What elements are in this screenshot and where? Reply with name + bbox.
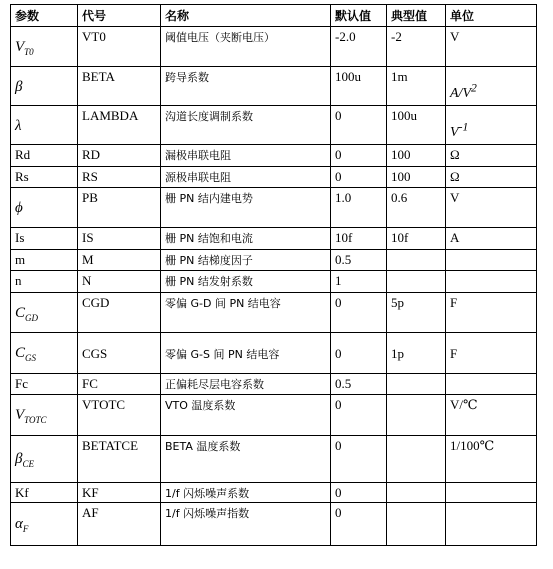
table-row [11, 167, 537, 188]
code-cell: VT0 [78, 27, 161, 67]
table-row [11, 188, 537, 228]
param-cell: Kf [11, 483, 78, 503]
unit-cell: V [446, 27, 537, 67]
default-cell: 0 [331, 106, 387, 145]
name-cell: 1/f 闪烁噪声指数 [161, 503, 331, 546]
unit-cell [446, 250, 537, 271]
table-row [11, 483, 537, 503]
name-cell: 正偏耗尽层电容系数 [161, 374, 331, 395]
header-default: 默认值 [331, 5, 387, 27]
table-row [11, 436, 537, 483]
default-cell: 1 [331, 271, 387, 293]
code-cell: BETATCE [78, 436, 161, 483]
default-cell: 0 [331, 293, 387, 333]
header-unit: 单位 [446, 5, 537, 27]
name-cell: 栅 PN 结饱和电流 [161, 228, 331, 250]
code-cell: CGD [78, 293, 161, 333]
default-cell: 10f [331, 228, 387, 250]
name-cell: 源极串联电阻 [161, 167, 331, 188]
default-cell: 0.5 [331, 250, 387, 271]
table-row [11, 228, 537, 250]
param-cell: Is [11, 228, 78, 250]
typical-cell [387, 395, 446, 436]
param-cell: Rd [11, 145, 78, 167]
code-cell: N [78, 271, 161, 293]
default-cell: 0 [331, 436, 387, 483]
unit-cell [446, 483, 537, 503]
param-cell: m [11, 250, 78, 271]
default-cell: 0 [331, 395, 387, 436]
typical-cell [387, 271, 446, 293]
code-cell: LAMBDA [78, 106, 161, 145]
default-cell: -2.0 [331, 27, 387, 67]
code-cell: CGS [78, 333, 161, 374]
name-cell: 栅 PN 结内建电势 [161, 188, 331, 228]
typical-cell: 100 [387, 145, 446, 167]
typical-cell [387, 503, 446, 546]
table-row [11, 271, 537, 293]
header-row [11, 5, 537, 27]
typical-cell: -2 [387, 27, 446, 67]
default-cell: 0 [331, 167, 387, 188]
unit-cell: F [446, 333, 537, 374]
name-cell: 沟道长度调制系数 [161, 106, 331, 145]
name-cell: 跨导系数 [161, 67, 331, 106]
code-cell: IS [78, 228, 161, 250]
code-cell: FC [78, 374, 161, 395]
typical-cell: 100 [387, 167, 446, 188]
param-cell: ϕ [11, 188, 78, 228]
header-param: 参数 [11, 5, 78, 27]
default-cell: 0 [331, 333, 387, 374]
param-cell: $V_{TOTC}$ [11, 395, 78, 436]
typical-cell: 0.6 [387, 188, 446, 228]
typical-cell [387, 483, 446, 503]
param-cell: λ [11, 106, 78, 145]
header-typical: 典型值 [387, 5, 446, 27]
typical-cell [387, 436, 446, 483]
unit-cell: 1/100℃ [446, 436, 537, 483]
name-cell: 零偏 G-S 间 PN 结电容 [161, 333, 331, 374]
code-cell: VTOTC [78, 395, 161, 436]
code-cell: PB [78, 188, 161, 228]
default-cell: 0 [331, 483, 387, 503]
typical-cell: 1p [387, 333, 446, 374]
default-cell: 0 [331, 503, 387, 546]
table-row [11, 374, 537, 395]
table-row [11, 503, 537, 546]
unit-cell [446, 503, 537, 546]
typical-cell [387, 374, 446, 395]
code-cell: RD [78, 145, 161, 167]
code-cell: KF [78, 483, 161, 503]
name-cell: 1/f 闪烁噪声系数 [161, 483, 331, 503]
typical-cell: 1m [387, 67, 446, 106]
param-cell: Fc [11, 374, 78, 395]
name-cell: BETA 温度系数 [161, 436, 331, 483]
name-cell: 漏极串联电阻 [161, 145, 331, 167]
code-cell: M [78, 250, 161, 271]
table-row [11, 333, 537, 374]
header-name: 名称 [161, 5, 331, 27]
table-row [11, 106, 537, 145]
param-cell: $V_{T0}$ [11, 27, 78, 67]
unit-cell: $V^{-1}$ [446, 106, 537, 145]
parameter-table [10, 4, 537, 546]
typical-cell: 5p [387, 293, 446, 333]
unit-cell: $A/V^2$ [446, 67, 537, 106]
typical-cell [387, 250, 446, 271]
name-cell: 栅 PN 结发射系数 [161, 271, 331, 293]
unit-cell: F [446, 293, 537, 333]
table-row [11, 145, 537, 167]
unit-cell: V [446, 188, 537, 228]
table-row [11, 250, 537, 271]
table-row [11, 395, 537, 436]
unit-cell: A [446, 228, 537, 250]
typical-cell: 100u [387, 106, 446, 145]
unit-cell [446, 374, 537, 395]
name-cell: 零偏 G-D 间 PN 结电容 [161, 293, 331, 333]
name-cell: 栅 PN 结梯度因子 [161, 250, 331, 271]
param-cell: $\alpha_F$ [11, 503, 78, 546]
param-cell: n [11, 271, 78, 293]
param-cell: $C_{GD}$ [11, 293, 78, 333]
unit-cell: Ω [446, 145, 537, 167]
unit-cell [446, 271, 537, 293]
param-cell: $\beta_{CE}$ [11, 436, 78, 483]
code-cell: AF [78, 503, 161, 546]
table-row [11, 27, 537, 67]
default-cell: 1.0 [331, 188, 387, 228]
typical-cell: 10f [387, 228, 446, 250]
code-cell: BETA [78, 67, 161, 106]
unit-cell: Ω [446, 167, 537, 188]
param-cell: β [11, 67, 78, 106]
table-row [11, 293, 537, 333]
default-cell: 100u [331, 67, 387, 106]
param-cell: $C_{GS}$ [11, 333, 78, 374]
code-cell: RS [78, 167, 161, 188]
header-code: 代号 [78, 5, 161, 27]
default-cell: 0 [331, 145, 387, 167]
param-cell: Rs [11, 167, 78, 188]
default-cell: 0.5 [331, 374, 387, 395]
name-cell: VTO 温度系数 [161, 395, 331, 436]
name-cell: 阈值电压（夹断电压） [161, 27, 331, 67]
table-row [11, 67, 537, 106]
unit-cell: V/℃ [446, 395, 537, 436]
